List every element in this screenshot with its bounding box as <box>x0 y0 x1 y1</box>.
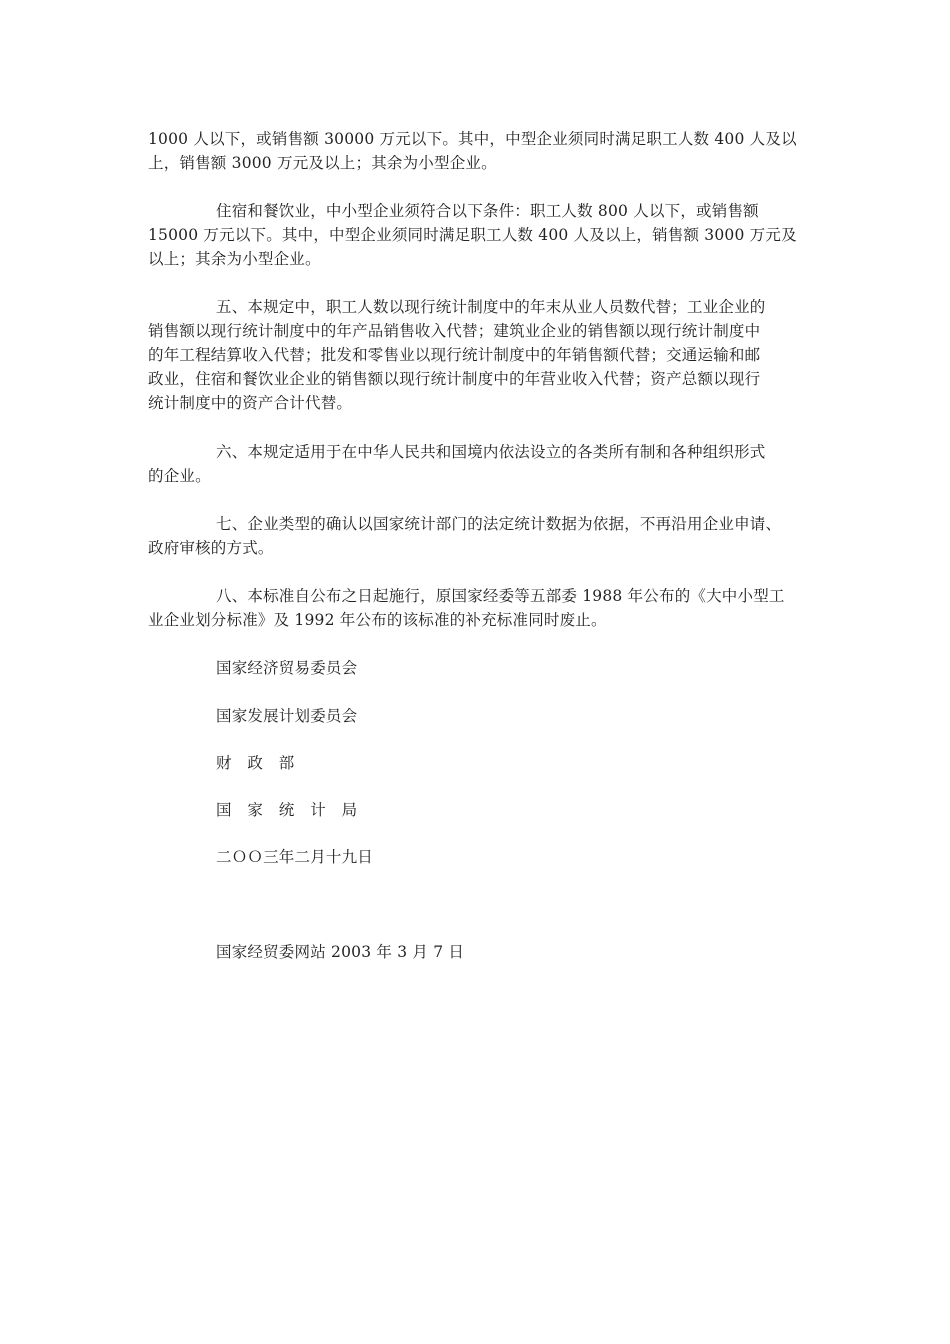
document-date: 二ＯＯ三年二月十九日 <box>216 848 374 866</box>
source-note: 国家经贸委网站 2003 年 3 月 7 日 <box>216 943 465 961</box>
paragraph-line: 1000 人以下，或销售额 30000 万元以下。其中，中型企业须同时满足职工人数 400 人及以 <box>148 130 797 148</box>
signatory: 财 政 部 <box>216 754 295 772</box>
paragraph-line: 销售额以现行统计制度中的年产品销售收入代替；建筑业企业的销售额以现行统计制度中 <box>148 322 761 340</box>
paragraph-line: 政府审核的方式。 <box>148 539 274 557</box>
paragraph-line: 五、本规定中，职工人数以现行统计制度中的年末从业人员数代替；工业企业的 <box>216 298 766 316</box>
paragraph-line: 住宿和餐饮业，中小型企业须符合以下条件：职工人数 800 人以下，或销售额 <box>216 202 759 220</box>
paragraph-line: 七、企业类型的确认以国家统计部门的法定统计数据为依据，不再沿用企业申请、 <box>216 515 782 533</box>
paragraph-line: 的年工程结算收入代替；批发和零售业以现行统计制度中的年销售额代替；交通运输和邮 <box>148 346 761 364</box>
paragraph-line: 统计制度中的资产合计代替。 <box>148 394 353 412</box>
paragraph-line: 上，销售额 3000 万元及以上；其余为小型企业。 <box>148 154 497 172</box>
paragraph-line: 的企业。 <box>148 467 211 485</box>
signatory: 国家发展计划委员会 <box>216 707 358 725</box>
signatory: 国家经济贸易委员会 <box>216 659 358 677</box>
paragraph-line: 业企业划分标准》及 1992 年公布的该标准的补充标准同时废止。 <box>148 611 607 629</box>
paragraph-line: 政业，住宿和餐饮业企业的销售额以现行统计制度中的年营业收入代替；资产总额以现行 <box>148 370 761 388</box>
paragraph-line: 15000 万元以下。其中，中型企业须同时满足职工人数 400 人及以上，销售额 3000 万元及 <box>148 226 797 244</box>
signatory: 国 家 统 计 局 <box>216 801 358 819</box>
paragraph-line: 八、本标准自公布之日起施行，原国家经委等五部委 1988 年公布的《大中小型工 <box>216 587 785 605</box>
paragraph-line: 以上；其余为小型企业。 <box>148 250 321 268</box>
paragraph-line: 六、本规定适用于在中华人民共和国境内依法设立的各类所有制和各种组织形式 <box>216 443 766 461</box>
